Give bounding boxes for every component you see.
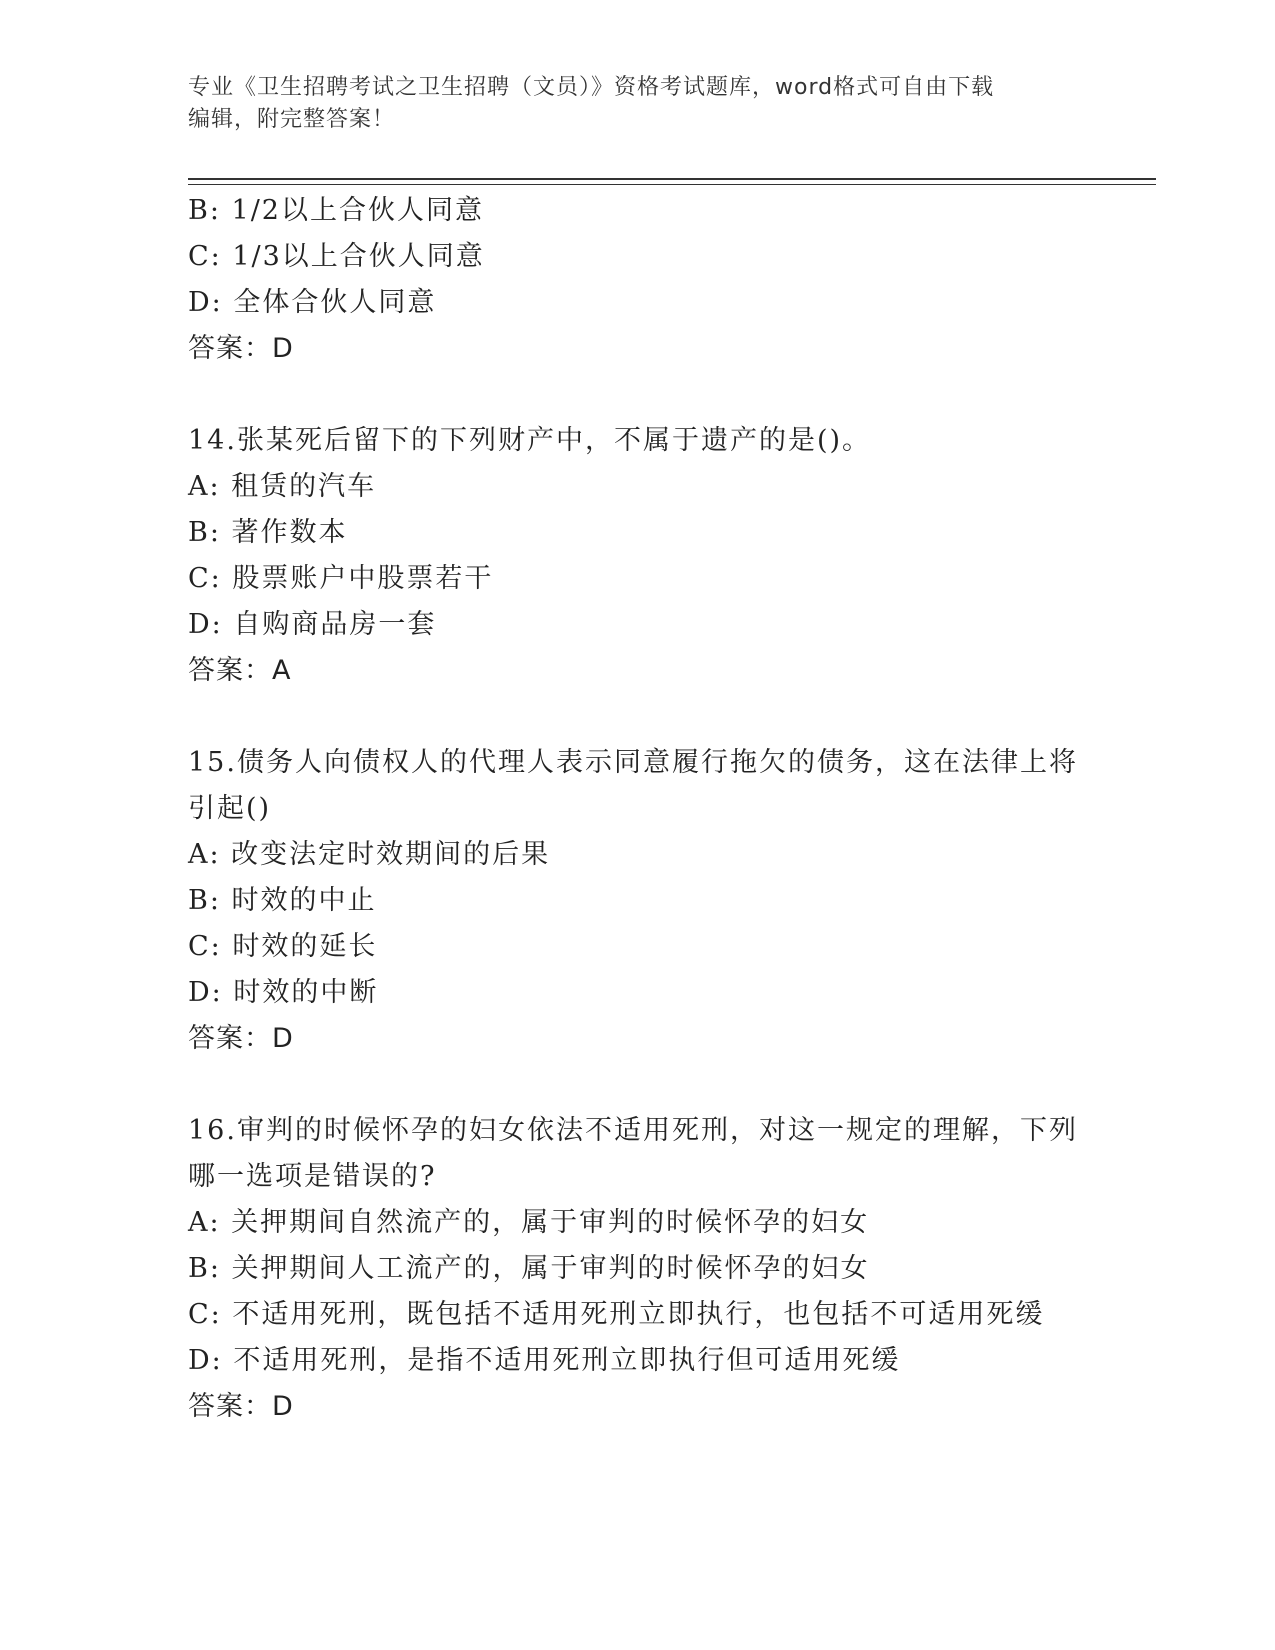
q15-option-b: B: 时效的中止 [188,885,377,916]
q15-question: 15.债务人向债权人的代理人表示同意履行拖欠的债务，这在法律上将引起() [188,747,1078,824]
q16-option-b: B: 关押期间人工流产的，属于审判的时候怀孕的妇女 [188,1253,870,1284]
q14-answer: 答案：A [188,655,292,686]
header-line-1: 专业《卫生招聘考试之卫生招聘（文员）》资格考试题库，word格式可自由下载 [188,75,995,100]
q15-answer: 答案：D [188,1023,294,1054]
q16-option-c: C: 不适用死刑，既包括不适用死刑立即执行，也包括不可适用死缓 [188,1299,1045,1330]
question-13-block [188,188,1088,372]
q16-question: 16.审判的时候怀孕的妇女依法不适用死刑，对这一规定的理解，下列哪一选项是错误的? [188,1115,1078,1192]
q14-option-d: D: 自购商品房一套 [188,609,437,640]
question-16-block [188,1108,1088,1430]
question-14-block [188,418,1088,694]
header-divider-thick [188,178,1156,180]
q14-option-b: B: 著作数本 [188,517,348,548]
document-header [188,72,1068,136]
question-list [188,188,1088,1430]
question-15-block [188,740,1088,1062]
q16-answer: 答案：D [188,1391,294,1422]
q16-option-a: A: 关押期间自然流产的，属于审判的时候怀孕的妇女 [188,1207,870,1238]
spacer [188,372,1088,418]
spacer [188,1062,1088,1108]
q16-option-d: D: 不适用死刑，是指不适用死刑立即执行但可适用死缓 [188,1345,901,1376]
q13-option-d: D: 全体合伙人同意 [188,287,437,318]
q14-question: 14.张某死后留下的下列财产中，不属于遗产的是()。 [188,425,872,456]
q15-option-d: D: 时效的中断 [188,977,379,1008]
spacer [188,694,1088,740]
q13-answer: 答案：D [188,333,294,364]
q13-option-c: C: 1/3以上合伙人同意 [188,241,485,272]
q14-option-c: C: 股票账户中股票若干 [188,563,494,594]
q14-option-a: A: 租赁的汽车 [188,471,377,502]
header-line-2: 编辑，附完整答案！ [188,107,396,132]
header-divider-thin [188,184,1156,185]
q15-option-c: C: 时效的延长 [188,931,378,962]
q15-option-a: A: 改变法定时效期间的后果 [188,839,551,870]
q13-option-b: B: 1/2以上合伙人同意 [188,195,484,226]
